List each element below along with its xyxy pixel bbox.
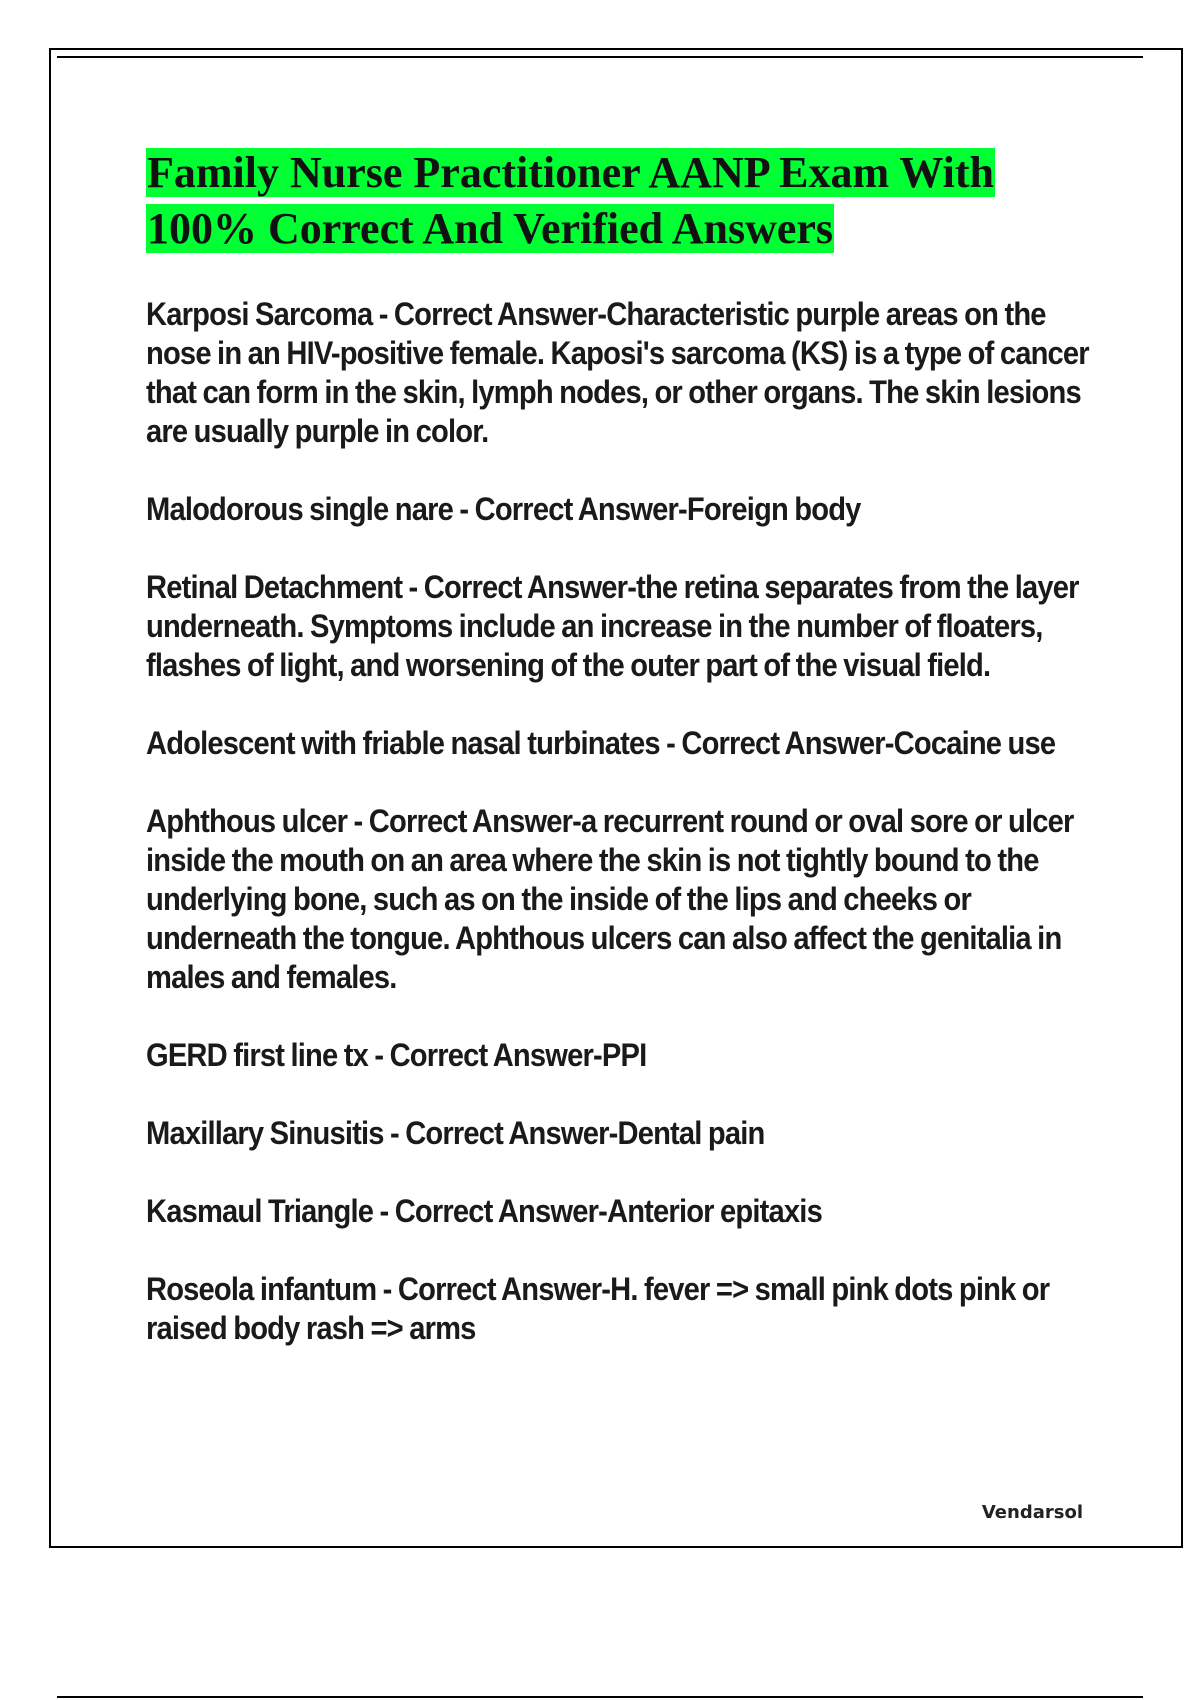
footer-brand: Vendarsol (981, 1502, 1083, 1523)
qa-entry: Karposi Sarcoma - Correct Answer-Characteristic purple areas on the nose in an HIV-positive female. Kaposi's sarcoma (KS) is a type of cancer that can form in the skin, lymph nodes, or other organs. The skin lesions are usually purple in color. (146, 296, 1089, 449)
title-line-1: Family Nurse Practitioner AANP Exam With (147, 148, 994, 197)
top-divider (57, 56, 1143, 58)
qa-entry: Adolescent with friable nasal turbinates - Correct Answer-Cocaine use (146, 725, 1056, 761)
qa-entry: Aphthous ulcer - Correct Answer-a recurrent round or oval sore or ulcer inside the mouth on an area where the skin is not tightly bound to the underlying bone, such as on the inside of the lips and cheeks or underneath the tongue. Aphthous ulcers can also affect the genitalia in males and females. (146, 803, 1074, 995)
qa-entry: Maxillary Sinusitis - Correct Answer-Dental pain (146, 1115, 765, 1151)
qa-entry: Kasmaul Triangle - Correct Answer-Anterior epitaxis (146, 1193, 822, 1229)
title-line-2: 100% Correct And Verified Answers (147, 204, 834, 253)
qa-entry: GERD first line tx - Correct Answer-PPI (146, 1037, 647, 1073)
qa-entry: Roseola infantum - Correct Answer-H. fever => small pink dots pink or raised body rash => arms (146, 1271, 1050, 1346)
qa-list (146, 295, 1089, 1387)
bottom-divider (57, 1696, 1143, 1698)
qa-entry: Retinal Detachment - Correct Answer-the retina separates from the layer underneath. Symptoms include an increase in the number of floaters, flashes of light, and worsening of the outer part of the visual field. (146, 569, 1079, 683)
qa-entry: Malodorous single nare - Correct Answer-Foreign body (146, 491, 861, 527)
document-title (146, 145, 1086, 257)
